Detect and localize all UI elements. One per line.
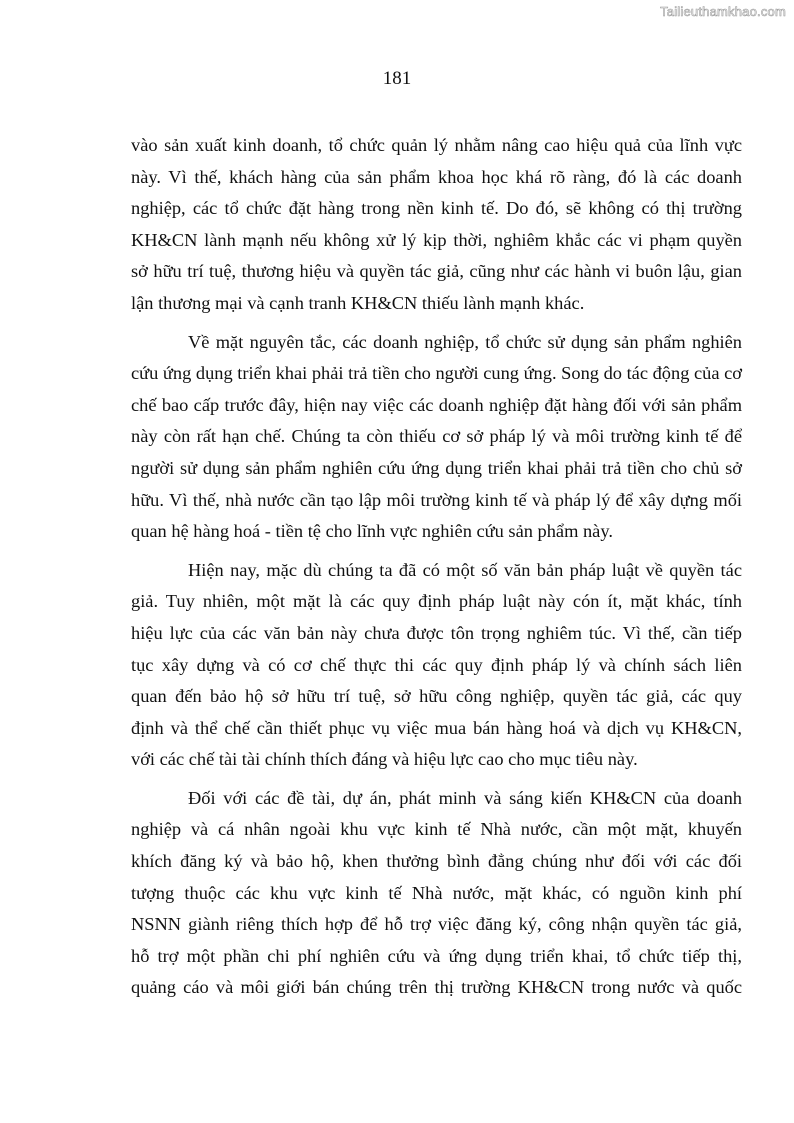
text-line: hữu. Vì thế, nhà nước cần tạo lập môi trường kinh tế và pháp lý để xây dựng mối [131, 489, 742, 510]
text-line: quan hệ hàng hoá - tiền tệ cho lĩnh vực nghiên cứu sản phẩm này. [131, 521, 613, 542]
text-line: vào sản xuất kinh doanh, tổ chức quản lý nhằm nâng cao hiệu quả của lĩnh vực [131, 135, 742, 155]
text-line: tục xây dựng và có cơ chế thực thi các quy định pháp lý và chính sách liên [131, 654, 742, 675]
paragraph [131, 783, 742, 1004]
text-line: định và thể chế cần thiết phục vụ việc mua bán hàng hoá và dịch vụ KH&CN, [131, 717, 742, 738]
text-line: Đối với các đề tài, dự án, phát minh và sáng kiến KH&CN của doanh [188, 787, 742, 808]
text-line: lận thương mại và cạnh tranh KH&CN thiếu lành mạnh khác. [131, 292, 585, 313]
document-body [131, 130, 742, 1011]
text-line: KH&CN lành mạnh nếu không xử lý kịp thời, nghiêm khắc các vi phạm quyền [131, 229, 742, 250]
text-line: cứu ứng dụng triển khai phải trả tiền cho người cung ứng. Song do tác động của cơ [131, 363, 742, 384]
text-line: Về mặt nguyên tắc, các doanh nghiệp, tổ chức sử dụng sản phẩm nghiên [188, 331, 742, 352]
text-line: hiệu lực của các văn bản này chưa được tôn trọng nghiêm túc. Vì thế, cần tiếp [131, 622, 742, 643]
text-line: này còn rất hạn chế. Chúng ta còn thiếu cơ sở pháp lý và môi trường kinh tế để [131, 426, 742, 447]
watermark: Tailieuthamkhao.com [660, 4, 786, 19]
text-line: này. Vì thế, khách hàng của sản phẩm khoa học khá rõ ràng, đó là các doanh [131, 166, 742, 187]
text-line: với các chế tài tài chính thích đáng và hiệu lực cao cho mục tiêu này. [131, 749, 638, 770]
text-line: quảng cáo và môi giới bán chúng trên thị trường KH&CN trong nước và quốc [131, 977, 742, 998]
paragraph [131, 555, 742, 776]
text-line: quan đến bảo hộ sở hữu trí tuệ, sở hữu công nghiệp, quyền tác giả, các quy [131, 686, 742, 707]
text-line: tượng thuộc các khu vực kinh tế Nhà nước, mặt khác, có nguồn kinh phí [131, 882, 742, 903]
text-line: Hiện nay, mặc dù chúng ta đã có một số văn bản pháp luật về quyền tác [188, 559, 742, 580]
text-line: hỗ trợ một phần chi phí nghiên cứu và ứng dụng triển khai, tổ chức tiếp thị, [131, 945, 742, 966]
paragraph [131, 327, 742, 548]
text-line: chế bao cấp trước đây, hiện nay việc các doanh nghiệp đặt hàng đối với sản phẩm [131, 394, 742, 415]
text-line: sở hữu trí tuệ, thương hiệu và quyền tác giả, cũng như các hành vi buôn lậu, gian [131, 261, 742, 282]
paragraph [131, 130, 742, 320]
text-line: giả. Tuy nhiên, một mặt là các quy định pháp luật này cón ít, mặt khác, tính [131, 591, 742, 612]
text-line: khích đăng ký và bảo hộ, khen thưởng bình đẳng chúng như đối với các đối [131, 851, 742, 872]
text-line: nghiệp và cá nhân ngoài khu vực kinh tế Nhà nước, cần một mặt, khuyến [131, 819, 742, 840]
text-line: người sử dụng sản phẩm nghiên cứu ứng dụng triển khai phải trả tiền cho chủ sở [131, 457, 742, 478]
text-line: NSNN giành riêng thích hợp để hỗ trợ việc đăng ký, công nhận quyền tác giả, [131, 914, 742, 935]
page-number: 181 [382, 68, 412, 89]
text-line: nghiệp, các tổ chức đặt hàng trong nền kinh tế. Do đó, sẽ không có thị trường [131, 198, 742, 219]
